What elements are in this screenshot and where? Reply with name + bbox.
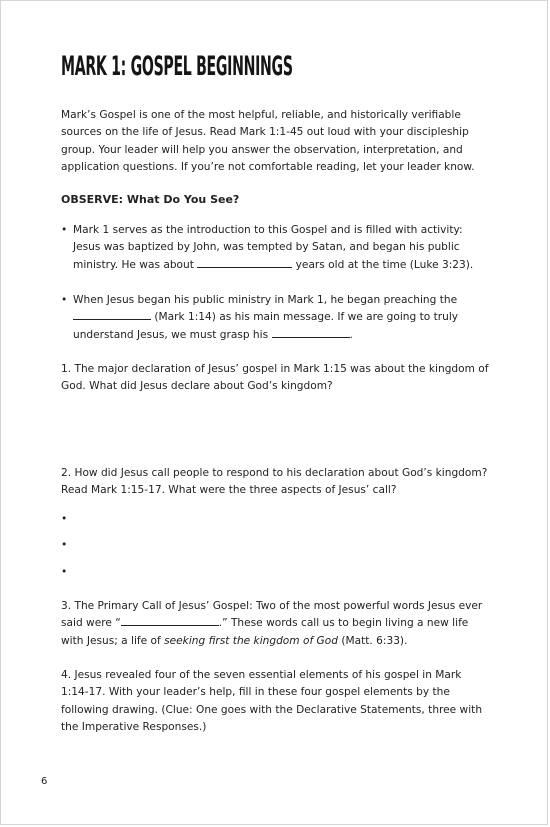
- bullet-1-line-2: Jesus was baptized by John, was tempted by Satan, and began his public: [73, 241, 460, 254]
- question-3-line-2-start: said were “: [61, 617, 121, 630]
- bullet-2-line-3-start: understand Jesus, we must grasp his: [73, 328, 269, 341]
- bullet-2-line-1: When Jesus began his public ministry in Mark 1, he began preaching the: [73, 294, 458, 306]
- observe-bullet-1: [73, 222, 493, 274]
- question-3-line-1: 3. The Primary Call of Jesus’ Gospel: Two of the most powerful words Jesus ever: [61, 600, 483, 612]
- message-blank: [73, 310, 151, 320]
- bullet-marker: •: [61, 294, 68, 306]
- bullet-marker: •: [61, 224, 68, 236]
- bullet-1-line-3-end: years old at the time (Luke 3:23).: [295, 258, 474, 271]
- answer-bullet-2: •: [61, 539, 68, 551]
- question-3: [61, 598, 491, 650]
- question-4: 4. Jesus revealed four of the seven essential elements of his gospel in Mark 1:14-17. With your leader’s help, fill in these four gospel elements by the following drawing. (Clue: One goes with the Declarative Statements, three with the Imperative Responses.): [61, 669, 483, 734]
- question-3-italic: seeking first the kingdom of God: [164, 634, 338, 647]
- bullet-2-line-2-end: (Mark 1:14) as his main message. If we are going to truly: [154, 311, 459, 324]
- answer-bullet-3: •: [61, 566, 68, 578]
- bullet-1-line-3-start: ministry. He was about: [73, 258, 194, 271]
- bullet-1-line-1: Mark 1 serves as the introduction to this Gospel and is filled with activity:: [73, 224, 463, 236]
- page-title: MARK 1: GOSPEL BEGINNINGS: [61, 51, 293, 82]
- question-1: 1. The major declaration of Jesus’ gospel in Mark 1:15 was about the kingdom of God. What did Jesus declare about God’s kingdom?: [61, 363, 489, 393]
- intro-paragraph: Mark’s Gospel is one of the most helpful, reliable, and historically verifiable sources on the life of Jesus. Read Mark 1:1-45 out loud with your discipleship group. Your leader will help you answer the observation, interpretation, and application questions. If you’re not comfortable reading, let your leader know.: [61, 109, 475, 174]
- two-words-blank: [121, 616, 219, 626]
- question-3-line-2-end: .” These words call us to begin living a new life: [218, 617, 469, 630]
- question-2: 2. How did Jesus call people to respond to his declaration about God’s kingdom? Read Mark 1:15-17. What were the three aspects of Jesus’ call?: [61, 467, 488, 497]
- answer-bullet-1: •: [61, 513, 68, 525]
- bullet-2-line-3-end: .: [349, 328, 353, 341]
- page-number: 6: [41, 776, 48, 787]
- question-3-line-3-end: (Matt. 6:33).: [337, 634, 408, 647]
- grasp-blank: [272, 328, 350, 338]
- observe-heading: OBSERVE: What Do You See?: [61, 193, 240, 206]
- age-blank: [197, 258, 292, 268]
- observe-bullet-2: [73, 292, 493, 344]
- question-3-line-3-start: with Jesus; a life of: [61, 634, 165, 647]
